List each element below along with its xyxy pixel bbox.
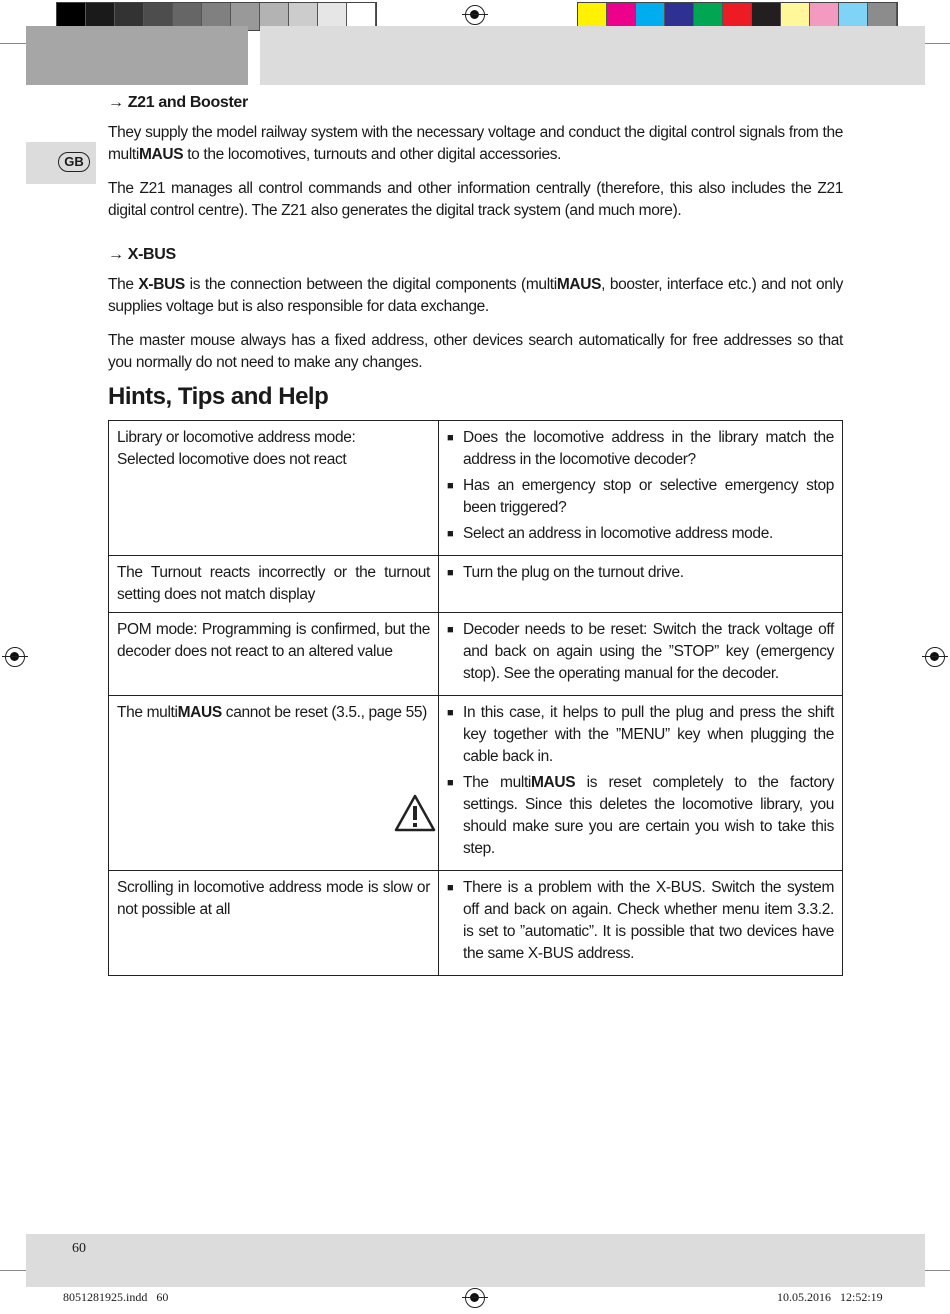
section-title: Z21 and Booster bbox=[127, 94, 248, 111]
hints-heading: Hints, Tips and Help bbox=[108, 383, 329, 410]
solution-cell bbox=[439, 871, 843, 976]
crop-mark bbox=[0, 43, 28, 44]
bullet-square-icon: ■ bbox=[447, 480, 454, 492]
text-run: Does the locomotive address in the library match the address in the locomotive decoder? bbox=[463, 429, 834, 468]
problem-cell bbox=[109, 613, 439, 696]
crop-mark bbox=[0, 1270, 28, 1271]
text-run: There is a problem with the X-BUS. Switch the system off and back on again. Check whether menu item 3.3.2. is set to ”automatic”. It is possible that two devices have the same X-BUS address. bbox=[463, 879, 834, 962]
bullet-square-icon: ■ bbox=[447, 624, 454, 636]
text-run: Library or locomotive address mode: Selected locomotive does not react bbox=[117, 429, 356, 468]
arrow-icon: → bbox=[108, 94, 128, 111]
table-row bbox=[109, 556, 843, 613]
solution-item bbox=[447, 475, 834, 519]
solution-item bbox=[447, 427, 834, 471]
language-tab bbox=[26, 142, 96, 184]
bullet-square-icon: ■ bbox=[447, 528, 454, 540]
header-band-dark bbox=[26, 26, 248, 85]
problem-cell bbox=[109, 696, 439, 871]
text-run: Has an emergency stop or selective emergency stop been triggered? bbox=[463, 477, 834, 516]
text-run: The multi bbox=[463, 774, 531, 791]
text-run: is reset completely to the factory settings. Since this deletes the locomotive library, you should make sure you are certain you wish to take this step. bbox=[463, 774, 834, 857]
text-run: cannot be reset (3.5., page 55) bbox=[221, 704, 427, 721]
text-run: MAUS bbox=[177, 704, 222, 721]
paragraph bbox=[108, 330, 843, 374]
section-heading bbox=[108, 92, 843, 114]
main-content bbox=[108, 92, 843, 976]
table-row bbox=[109, 696, 843, 871]
solution-cell bbox=[439, 556, 843, 613]
solution-cell bbox=[439, 613, 843, 696]
text-run: MAUS bbox=[138, 146, 184, 163]
solution-cell bbox=[439, 421, 843, 556]
text-run: The multi bbox=[117, 704, 178, 721]
bullet-square-icon: ■ bbox=[447, 882, 454, 894]
solution-item bbox=[447, 619, 834, 685]
paragraph bbox=[108, 178, 843, 222]
table-row bbox=[109, 871, 843, 976]
registration-mark-icon bbox=[925, 647, 945, 667]
bullet-square-icon: ■ bbox=[447, 432, 454, 444]
text-run: , booster, interface etc.) and not only supplies voltage but is also responsible for data exchange. bbox=[108, 276, 843, 315]
solution-item bbox=[447, 772, 834, 860]
problem-cell bbox=[109, 871, 439, 976]
hints-table bbox=[108, 420, 843, 976]
footer-band bbox=[26, 1234, 925, 1287]
text-run: MAUS bbox=[556, 276, 602, 293]
text-run: They supply the model railway system with the necessary voltage and conduct the digital control signals from the multi bbox=[108, 124, 843, 163]
warning-icon bbox=[394, 794, 436, 832]
solution-cell bbox=[439, 696, 843, 871]
bullet-square-icon: ■ bbox=[447, 777, 454, 789]
solution-item bbox=[447, 523, 834, 545]
header-band-light bbox=[260, 26, 925, 85]
text-run: The master mouse always has a fixed address, other devices search automatically for free addresses so that you normally do not need to make any changes. bbox=[108, 332, 843, 371]
slug-date: 10.05.2016 12:52:19 bbox=[777, 1290, 883, 1304]
bullet-square-icon: ■ bbox=[447, 567, 454, 579]
paragraph bbox=[108, 274, 843, 318]
text-run: Decoder needs to be reset: Switch the track voltage off and back on again using the ”STOP” key (emergency stop). See the operating manual for the decoder. bbox=[463, 621, 834, 682]
text-run: Turn the plug on the turnout drive. bbox=[463, 564, 684, 581]
text-run: The bbox=[108, 276, 139, 293]
slug-filename: 8051281925.indd 60 bbox=[63, 1290, 169, 1304]
text-run: Select an address in locomotive address mode. bbox=[463, 525, 773, 542]
paragraph bbox=[108, 122, 843, 166]
text-run: The Turnout reacts incorrectly or the turnout setting does not match display bbox=[117, 564, 430, 603]
arrow-icon: → bbox=[108, 246, 128, 263]
text-run: to the locomotives, turnouts and other digital accessories. bbox=[183, 146, 562, 163]
text-run: is the connection between the digital components (multi bbox=[184, 276, 557, 293]
problem-cell bbox=[109, 421, 439, 556]
text-run: The Z21 manages all control commands and other information centrally (therefore, this also includes the Z21 digital control centre). The Z21 also generates the digital track system (and much more). bbox=[108, 180, 843, 219]
solution-item bbox=[447, 562, 834, 584]
registration-mark-icon bbox=[465, 5, 485, 25]
problem-cell bbox=[109, 556, 439, 613]
bullet-square-icon: ■ bbox=[447, 707, 454, 719]
text-run: In this case, it helps to pull the plug and press the shift key together with the ”MENU” key when plugging the cable back in. bbox=[463, 704, 834, 765]
language-badge: GB bbox=[58, 152, 90, 172]
text-run: X-BUS bbox=[138, 276, 185, 293]
registration-mark-icon bbox=[5, 647, 25, 667]
page-number: 60 bbox=[72, 1241, 86, 1256]
section-heading bbox=[108, 244, 843, 266]
text-run: POM mode: Programming is confirmed, but the decoder does not react to an altered value bbox=[117, 621, 430, 660]
table-row bbox=[109, 421, 843, 556]
crop-mark bbox=[922, 43, 950, 44]
solution-item bbox=[447, 702, 834, 768]
solution-item bbox=[447, 877, 834, 965]
table-row bbox=[109, 613, 843, 696]
crop-mark bbox=[922, 1270, 950, 1271]
text-run: MAUS bbox=[531, 774, 576, 791]
registration-mark-icon bbox=[465, 1288, 485, 1308]
text-run: Scrolling in locomotive address mode is slow or not possible at all bbox=[117, 879, 430, 918]
section-title: X-BUS bbox=[127, 246, 176, 263]
